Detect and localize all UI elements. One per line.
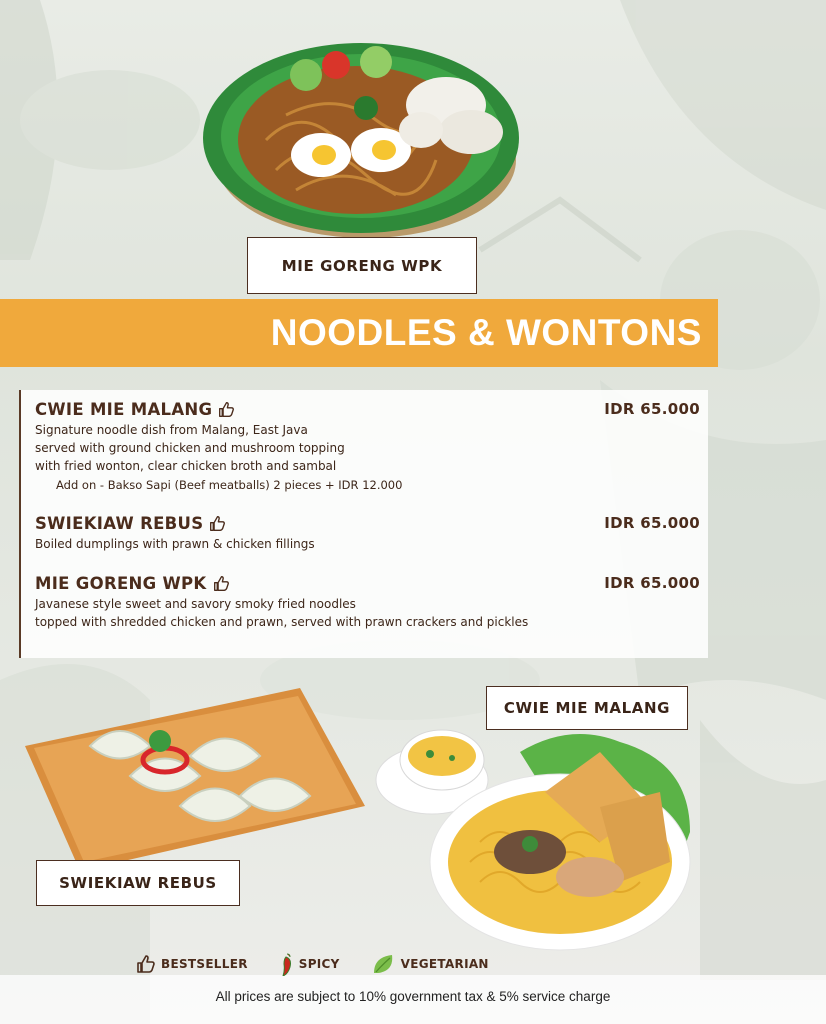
mie-goreng-photo <box>196 20 536 250</box>
cwie-mie-photo <box>370 712 710 952</box>
description-line: with fried wonton, clear chicken broth and sambal <box>35 459 337 473</box>
item-name-row <box>35 514 226 533</box>
thumbs-up-icon <box>209 515 226 532</box>
chili-icon <box>280 952 294 976</box>
legend-spicy <box>280 952 340 976</box>
item-name-row <box>35 400 235 419</box>
description-line: topped with shredded chicken and prawn, served with prawn crackers and pickles <box>35 615 529 629</box>
item-name: MIE GORENG WPK <box>35 574 207 593</box>
item-description <box>35 595 700 631</box>
menu-panel <box>19 390 708 658</box>
description-line: Javanese style sweet and savory smoky fried noodles <box>35 597 356 611</box>
swiekiaw-photo <box>20 686 370 876</box>
item-description <box>35 535 700 553</box>
legend-bestseller <box>136 954 248 974</box>
section-banner <box>0 299 718 367</box>
item-name-row <box>35 574 230 593</box>
item-description <box>35 421 700 475</box>
section-title: NOODLES & WONTONS <box>270 312 702 353</box>
menu-item <box>35 514 700 553</box>
legend-label: BESTSELLER <box>161 957 248 971</box>
item-name: CWIE MIE MALANG <box>35 400 213 419</box>
item-price: IDR 65.000 <box>604 574 700 592</box>
item-price: IDR 65.000 <box>604 514 700 532</box>
legend <box>136 952 521 976</box>
legend-vegetarian <box>372 953 489 975</box>
item-price: IDR 65.000 <box>604 400 700 418</box>
thumbs-up-icon <box>218 401 235 418</box>
caption-mie-goreng: MIE GORENG WPK <box>247 237 477 294</box>
legend-label: SPICY <box>298 957 340 971</box>
menu-item <box>35 574 700 631</box>
description-line: Signature noodle dish from Malang, East Java <box>35 423 308 437</box>
menu-item <box>35 400 700 492</box>
thumbs-up-icon <box>213 575 230 592</box>
description-line: Boiled dumplings with prawn & chicken fillings <box>35 537 315 551</box>
description-line: served with ground chicken and mushroom topping <box>35 441 345 455</box>
item-addon: Add on - Bakso Sapi (Beef meatballs) 2 pieces + IDR 12.000 <box>56 478 403 492</box>
thumbs-up-icon <box>136 954 156 974</box>
leaf-icon <box>372 953 396 975</box>
item-name: SWIEKIAW REBUS <box>35 514 204 533</box>
legend-label: VEGETARIAN <box>400 957 489 971</box>
caption-cwie-mie: CWIE MIE MALANG <box>486 686 688 730</box>
price-footnote: All prices are subject to 10% government tax & 5% service charge <box>215 989 611 1004</box>
caption-swiekiaw: SWIEKIAW REBUS <box>36 860 240 906</box>
